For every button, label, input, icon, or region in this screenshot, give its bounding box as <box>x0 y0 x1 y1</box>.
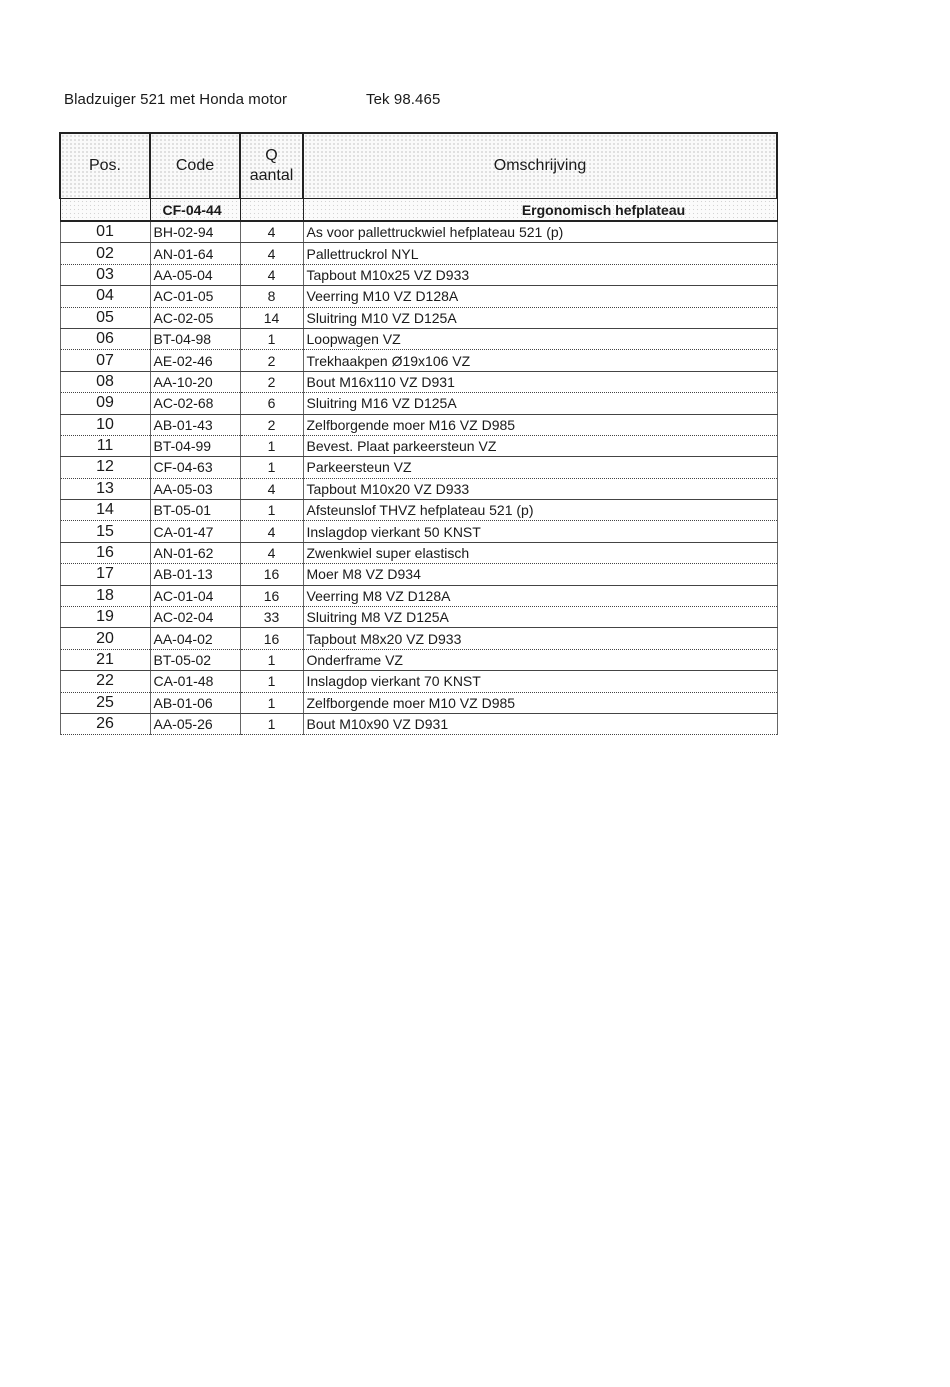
qty-cell: 2 <box>240 371 303 392</box>
code-cell: BT-04-99 <box>150 435 240 456</box>
code-cell: AC-02-04 <box>150 607 240 628</box>
description-cell: Parkeersteun VZ <box>303 457 777 478</box>
description-cell: Onderframe VZ <box>303 649 777 670</box>
code-cell: AA-05-03 <box>150 478 240 499</box>
pos-cell: 21 <box>60 649 150 670</box>
code-cell: BT-04-98 <box>150 328 240 349</box>
table-row <box>60 564 777 585</box>
qty-cell: 4 <box>240 542 303 563</box>
description-cell: Tapbout M8x20 VZ D933 <box>303 628 777 649</box>
code-cell: AB-01-43 <box>150 414 240 435</box>
code-cell: AA-05-26 <box>150 713 240 734</box>
pos-cell: 01 <box>60 221 150 243</box>
qty-cell: 33 <box>240 607 303 628</box>
table-row <box>60 713 777 734</box>
qty-cell: 1 <box>240 435 303 456</box>
table-row <box>60 243 777 264</box>
document-header <box>64 91 441 108</box>
description-cell: Sluitring M10 VZ D125A <box>303 307 777 328</box>
code-cell: AC-01-04 <box>150 585 240 606</box>
description-cell: Loopwagen VZ <box>303 328 777 349</box>
description-cell: Tapbout M10x25 VZ D933 <box>303 264 777 285</box>
description-cell: Pallettruckrol NYL <box>303 243 777 264</box>
qty-cell: 16 <box>240 564 303 585</box>
description-cell: Moer M8 VZ D934 <box>303 564 777 585</box>
table-row <box>60 671 777 692</box>
description-cell: Zelfborgende moer M16 VZ D985 <box>303 414 777 435</box>
pos-cell: 25 <box>60 692 150 713</box>
code-cell: CF-04-63 <box>150 457 240 478</box>
qty-cell: 1 <box>240 500 303 521</box>
group-row <box>60 199 777 222</box>
pos-cell: 18 <box>60 585 150 606</box>
table-row <box>60 628 777 649</box>
table-row <box>60 542 777 563</box>
table-row <box>60 649 777 670</box>
qty-cell: 1 <box>240 692 303 713</box>
code-cell: AN-01-64 <box>150 243 240 264</box>
description-cell: Bout M16x110 VZ D931 <box>303 371 777 392</box>
qty-cell: 1 <box>240 457 303 478</box>
code-cell: AB-01-06 <box>150 692 240 713</box>
qty-cell: 4 <box>240 264 303 285</box>
pos-cell: 05 <box>60 307 150 328</box>
description-cell: Bout M10x90 VZ D931 <box>303 713 777 734</box>
column-header-description: Omschrijving <box>303 133 777 199</box>
qty-cell: 8 <box>240 286 303 307</box>
pos-cell: 04 <box>60 286 150 307</box>
pos-cell: 22 <box>60 671 150 692</box>
pos-cell: 02 <box>60 243 150 264</box>
pos-cell: 10 <box>60 414 150 435</box>
description-cell: Sluitring M16 VZ D125A <box>303 393 777 414</box>
pos-cell: 03 <box>60 264 150 285</box>
table-row <box>60 328 777 349</box>
description-cell: Veerring M10 VZ D128A <box>303 286 777 307</box>
description-cell: Bevest. Plaat parkeersteun VZ <box>303 435 777 456</box>
group-description: Ergonomisch hefplateau <box>303 199 777 222</box>
code-cell: CA-01-48 <box>150 671 240 692</box>
pos-cell: 16 <box>60 542 150 563</box>
table-row <box>60 393 777 414</box>
table-row <box>60 371 777 392</box>
column-header-code: Code <box>150 133 240 199</box>
pos-cell: 09 <box>60 393 150 414</box>
pos-cell: 15 <box>60 521 150 542</box>
table-row <box>60 414 777 435</box>
qty-cell: 1 <box>240 328 303 349</box>
column-header-pos: Pos. <box>60 133 150 199</box>
column-header-qty-line2: aantal <box>249 167 294 184</box>
parts-table <box>59 132 778 735</box>
description-cell: As voor pallettruckwiel hefplateau 521 (p) <box>303 221 777 243</box>
code-cell: BH-02-94 <box>150 221 240 243</box>
pos-cell: 11 <box>60 435 150 456</box>
table-row <box>60 457 777 478</box>
code-cell: AA-05-04 <box>150 264 240 285</box>
pos-cell: 26 <box>60 713 150 734</box>
code-cell: AC-02-05 <box>150 307 240 328</box>
qty-cell: 6 <box>240 393 303 414</box>
qty-cell: 4 <box>240 521 303 542</box>
pos-cell: 14 <box>60 500 150 521</box>
code-cell: AA-10-20 <box>150 371 240 392</box>
table-row <box>60 692 777 713</box>
pos-cell: 07 <box>60 350 150 371</box>
description-cell: Sluitring M8 VZ D125A <box>303 607 777 628</box>
table-row <box>60 435 777 456</box>
document-title: Bladzuiger 521 met Honda motor <box>64 91 288 108</box>
table-row <box>60 350 777 371</box>
code-cell: BT-05-01 <box>150 500 240 521</box>
qty-cell: 2 <box>240 350 303 371</box>
qty-cell: 1 <box>240 649 303 670</box>
table-row <box>60 307 777 328</box>
qty-cell: 2 <box>240 414 303 435</box>
table-row <box>60 521 777 542</box>
group-pos-cell <box>60 199 150 222</box>
qty-cell: 1 <box>240 671 303 692</box>
description-cell: Tapbout M10x20 VZ D933 <box>303 478 777 499</box>
code-cell: AC-01-05 <box>150 286 240 307</box>
description-cell: Afsteunslof THVZ hefplateau 521 (p) <box>303 500 777 521</box>
drawing-reference: Tek 98.465 <box>366 91 441 108</box>
table-row <box>60 221 777 243</box>
qty-cell: 14 <box>240 307 303 328</box>
qty-cell: 16 <box>240 628 303 649</box>
code-cell: AA-04-02 <box>150 628 240 649</box>
qty-cell: 4 <box>240 478 303 499</box>
code-cell: AN-01-62 <box>150 542 240 563</box>
pos-cell: 06 <box>60 328 150 349</box>
qty-cell: 16 <box>240 585 303 606</box>
pos-cell: 20 <box>60 628 150 649</box>
description-cell: Zwenkwiel super elastisch <box>303 542 777 563</box>
description-cell: Veerring M8 VZ D128A <box>303 585 777 606</box>
qty-cell: 1 <box>240 713 303 734</box>
table-row <box>60 500 777 521</box>
code-cell: AE-02-46 <box>150 350 240 371</box>
code-cell: BT-05-02 <box>150 649 240 670</box>
table-row <box>60 264 777 285</box>
description-cell: Inslagdop vierkant 70 KNST <box>303 671 777 692</box>
code-cell: AB-01-13 <box>150 564 240 585</box>
pos-cell: 13 <box>60 478 150 499</box>
qty-cell: 4 <box>240 243 303 264</box>
pos-cell: 19 <box>60 607 150 628</box>
column-header-qty <box>240 133 303 199</box>
column-header-qty-line1: Q <box>265 147 278 164</box>
description-cell: Zelfborgende moer M10 VZ D985 <box>303 692 777 713</box>
pos-cell: 12 <box>60 457 150 478</box>
table-row <box>60 585 777 606</box>
pos-cell: 08 <box>60 371 150 392</box>
table-row <box>60 478 777 499</box>
pos-cell: 17 <box>60 564 150 585</box>
group-qty-cell <box>240 199 303 222</box>
group-code: CF-04-44 <box>150 199 240 222</box>
description-cell: Inslagdop vierkant 50 KNST <box>303 521 777 542</box>
code-cell: CA-01-47 <box>150 521 240 542</box>
table-header-row <box>60 133 777 199</box>
code-cell: AC-02-68 <box>150 393 240 414</box>
qty-cell: 4 <box>240 221 303 243</box>
description-cell: Trekhaakpen Ø19x106 VZ <box>303 350 777 371</box>
table-row <box>60 607 777 628</box>
table-row <box>60 286 777 307</box>
